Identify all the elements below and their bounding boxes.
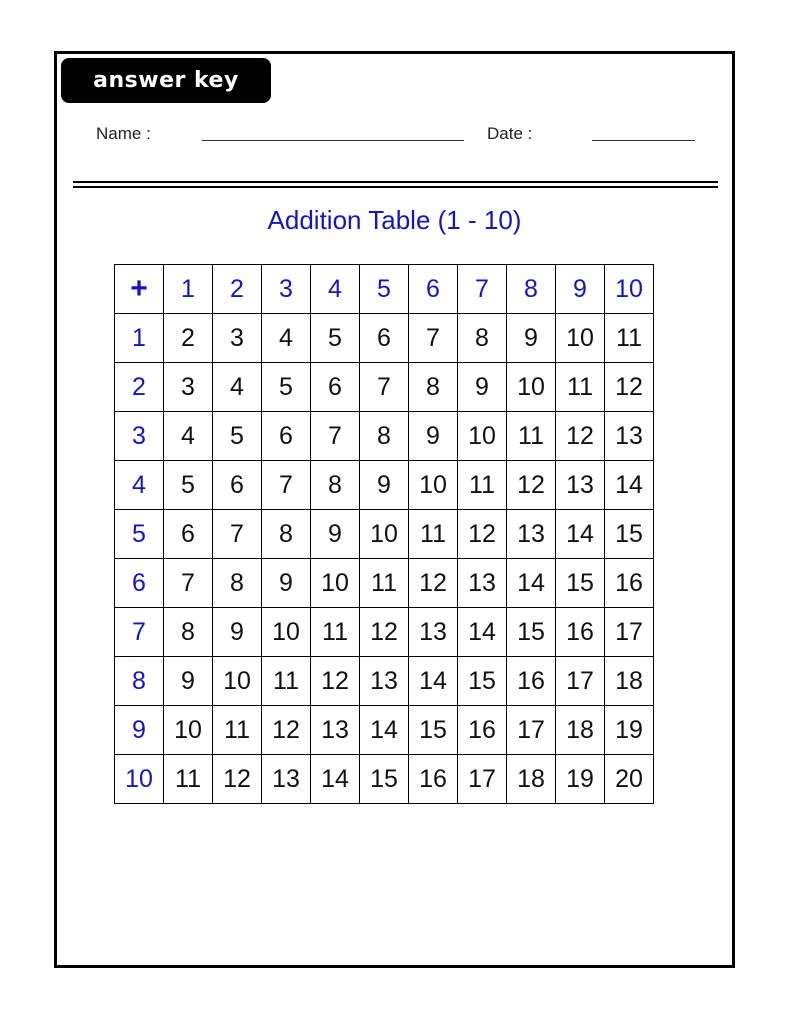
sum-cell: 13 bbox=[409, 608, 458, 657]
column-header-cell: 6 bbox=[409, 265, 458, 314]
sum-cell: 12 bbox=[458, 510, 507, 559]
table-row bbox=[115, 559, 654, 608]
sum-cell: 3 bbox=[164, 363, 213, 412]
sum-cell: 16 bbox=[458, 706, 507, 755]
sum-cell: 10 bbox=[311, 559, 360, 608]
sum-cell: 13 bbox=[360, 657, 409, 706]
sum-cell: 9 bbox=[213, 608, 262, 657]
sum-cell: 17 bbox=[507, 706, 556, 755]
column-header-cell: 10 bbox=[605, 265, 654, 314]
sum-cell: 2 bbox=[164, 314, 213, 363]
column-header-cell: 4 bbox=[311, 265, 360, 314]
table-row bbox=[115, 657, 654, 706]
sum-cell: 6 bbox=[213, 461, 262, 510]
sum-cell: 4 bbox=[213, 363, 262, 412]
sum-cell: 15 bbox=[605, 510, 654, 559]
table-header-row bbox=[115, 265, 654, 314]
sum-cell: 7 bbox=[311, 412, 360, 461]
sum-cell: 10 bbox=[458, 412, 507, 461]
column-header-cell: 3 bbox=[262, 265, 311, 314]
sum-cell: 5 bbox=[164, 461, 213, 510]
sum-cell: 11 bbox=[311, 608, 360, 657]
sum-cell: 11 bbox=[605, 314, 654, 363]
sum-cell: 12 bbox=[507, 461, 556, 510]
column-header-cell: 7 bbox=[458, 265, 507, 314]
row-header-cell: 2 bbox=[115, 363, 164, 412]
sum-cell: 10 bbox=[507, 363, 556, 412]
sum-cell: 9 bbox=[507, 314, 556, 363]
sum-cell: 16 bbox=[507, 657, 556, 706]
sum-cell: 12 bbox=[409, 559, 458, 608]
sum-cell: 19 bbox=[556, 755, 605, 804]
sum-cell: 15 bbox=[556, 559, 605, 608]
sum-cell: 8 bbox=[213, 559, 262, 608]
sum-cell: 13 bbox=[311, 706, 360, 755]
sum-cell: 17 bbox=[605, 608, 654, 657]
column-header-cell: 8 bbox=[507, 265, 556, 314]
sum-cell: 14 bbox=[507, 559, 556, 608]
sum-cell: 7 bbox=[213, 510, 262, 559]
sum-cell: 10 bbox=[360, 510, 409, 559]
sum-cell: 15 bbox=[458, 657, 507, 706]
sum-cell: 11 bbox=[164, 755, 213, 804]
sum-cell: 9 bbox=[360, 461, 409, 510]
row-header-cell: 7 bbox=[115, 608, 164, 657]
column-header-cell: 2 bbox=[213, 265, 262, 314]
sum-cell: 14 bbox=[360, 706, 409, 755]
table-row bbox=[115, 363, 654, 412]
row-header-cell: 8 bbox=[115, 657, 164, 706]
sum-cell: 9 bbox=[311, 510, 360, 559]
sum-cell: 13 bbox=[556, 461, 605, 510]
sum-cell: 6 bbox=[262, 412, 311, 461]
sum-cell: 11 bbox=[409, 510, 458, 559]
column-header-cell: 9 bbox=[556, 265, 605, 314]
sum-cell: 13 bbox=[262, 755, 311, 804]
sum-cell: 7 bbox=[164, 559, 213, 608]
sum-cell: 4 bbox=[164, 412, 213, 461]
sum-cell: 4 bbox=[262, 314, 311, 363]
sum-cell: 8 bbox=[311, 461, 360, 510]
sum-cell: 10 bbox=[556, 314, 605, 363]
row-header-cell: 5 bbox=[115, 510, 164, 559]
sum-cell: 12 bbox=[262, 706, 311, 755]
sum-cell: 10 bbox=[262, 608, 311, 657]
sum-cell: 14 bbox=[556, 510, 605, 559]
sum-cell: 20 bbox=[605, 755, 654, 804]
sum-cell: 8 bbox=[360, 412, 409, 461]
sum-cell: 18 bbox=[556, 706, 605, 755]
sum-cell: 12 bbox=[213, 755, 262, 804]
table-row bbox=[115, 314, 654, 363]
header-divider-bottom bbox=[73, 186, 718, 188]
date-blank-line bbox=[592, 140, 695, 141]
sum-cell: 13 bbox=[458, 559, 507, 608]
sum-cell: 9 bbox=[262, 559, 311, 608]
row-header-cell: 3 bbox=[115, 412, 164, 461]
sum-cell: 10 bbox=[164, 706, 213, 755]
sum-cell: 18 bbox=[507, 755, 556, 804]
sum-cell: 11 bbox=[213, 706, 262, 755]
sum-cell: 7 bbox=[262, 461, 311, 510]
column-header-cell: 5 bbox=[360, 265, 409, 314]
sum-cell: 5 bbox=[213, 412, 262, 461]
answer-key-badge: answer key bbox=[61, 58, 271, 103]
sum-cell: 9 bbox=[409, 412, 458, 461]
sum-cell: 7 bbox=[409, 314, 458, 363]
addition-table bbox=[114, 264, 654, 804]
sum-cell: 17 bbox=[458, 755, 507, 804]
row-header-cell: 10 bbox=[115, 755, 164, 804]
table-row bbox=[115, 461, 654, 510]
sum-cell: 6 bbox=[164, 510, 213, 559]
header-divider-top bbox=[73, 181, 718, 183]
sum-cell: 11 bbox=[507, 412, 556, 461]
sum-cell: 5 bbox=[311, 314, 360, 363]
table-row bbox=[115, 510, 654, 559]
sum-cell: 14 bbox=[605, 461, 654, 510]
sum-cell: 10 bbox=[213, 657, 262, 706]
sum-cell: 19 bbox=[605, 706, 654, 755]
date-label: Date : bbox=[487, 124, 533, 143]
column-header-cell: 1 bbox=[164, 265, 213, 314]
sum-cell: 12 bbox=[360, 608, 409, 657]
sum-cell: 9 bbox=[458, 363, 507, 412]
sum-cell: 14 bbox=[409, 657, 458, 706]
sum-cell: 7 bbox=[360, 363, 409, 412]
sum-cell: 15 bbox=[507, 608, 556, 657]
sum-cell: 16 bbox=[556, 608, 605, 657]
table-row bbox=[115, 755, 654, 804]
sum-cell: 8 bbox=[164, 608, 213, 657]
sum-cell: 6 bbox=[360, 314, 409, 363]
sum-cell: 15 bbox=[360, 755, 409, 804]
sum-cell: 14 bbox=[311, 755, 360, 804]
table-row bbox=[115, 706, 654, 755]
sum-cell: 8 bbox=[262, 510, 311, 559]
sum-cell: 12 bbox=[556, 412, 605, 461]
page-title: Addition Table (1 - 10) bbox=[267, 205, 522, 235]
sum-cell: 11 bbox=[360, 559, 409, 608]
sum-cell: 12 bbox=[605, 363, 654, 412]
row-header-cell: 6 bbox=[115, 559, 164, 608]
sum-cell: 11 bbox=[556, 363, 605, 412]
sum-cell: 11 bbox=[262, 657, 311, 706]
sum-cell: 9 bbox=[164, 657, 213, 706]
sum-cell: 3 bbox=[213, 314, 262, 363]
table-row bbox=[115, 608, 654, 657]
sum-cell: 14 bbox=[458, 608, 507, 657]
sum-cell: 8 bbox=[458, 314, 507, 363]
row-header-cell: 1 bbox=[115, 314, 164, 363]
table-row bbox=[115, 412, 654, 461]
sum-cell: 12 bbox=[311, 657, 360, 706]
sum-cell: 13 bbox=[507, 510, 556, 559]
sum-cell: 10 bbox=[409, 461, 458, 510]
sum-cell: 6 bbox=[311, 363, 360, 412]
name-blank-line bbox=[202, 140, 464, 141]
name-label: Name : bbox=[96, 124, 151, 143]
sum-cell: 15 bbox=[409, 706, 458, 755]
sum-cell: 16 bbox=[605, 559, 654, 608]
plus-operator-cell: + bbox=[115, 265, 164, 314]
sum-cell: 11 bbox=[458, 461, 507, 510]
sum-cell: 8 bbox=[409, 363, 458, 412]
row-header-cell: 4 bbox=[115, 461, 164, 510]
sum-cell: 18 bbox=[605, 657, 654, 706]
sum-cell: 13 bbox=[605, 412, 654, 461]
sum-cell: 16 bbox=[409, 755, 458, 804]
row-header-cell: 9 bbox=[115, 706, 164, 755]
sum-cell: 17 bbox=[556, 657, 605, 706]
sum-cell: 5 bbox=[262, 363, 311, 412]
